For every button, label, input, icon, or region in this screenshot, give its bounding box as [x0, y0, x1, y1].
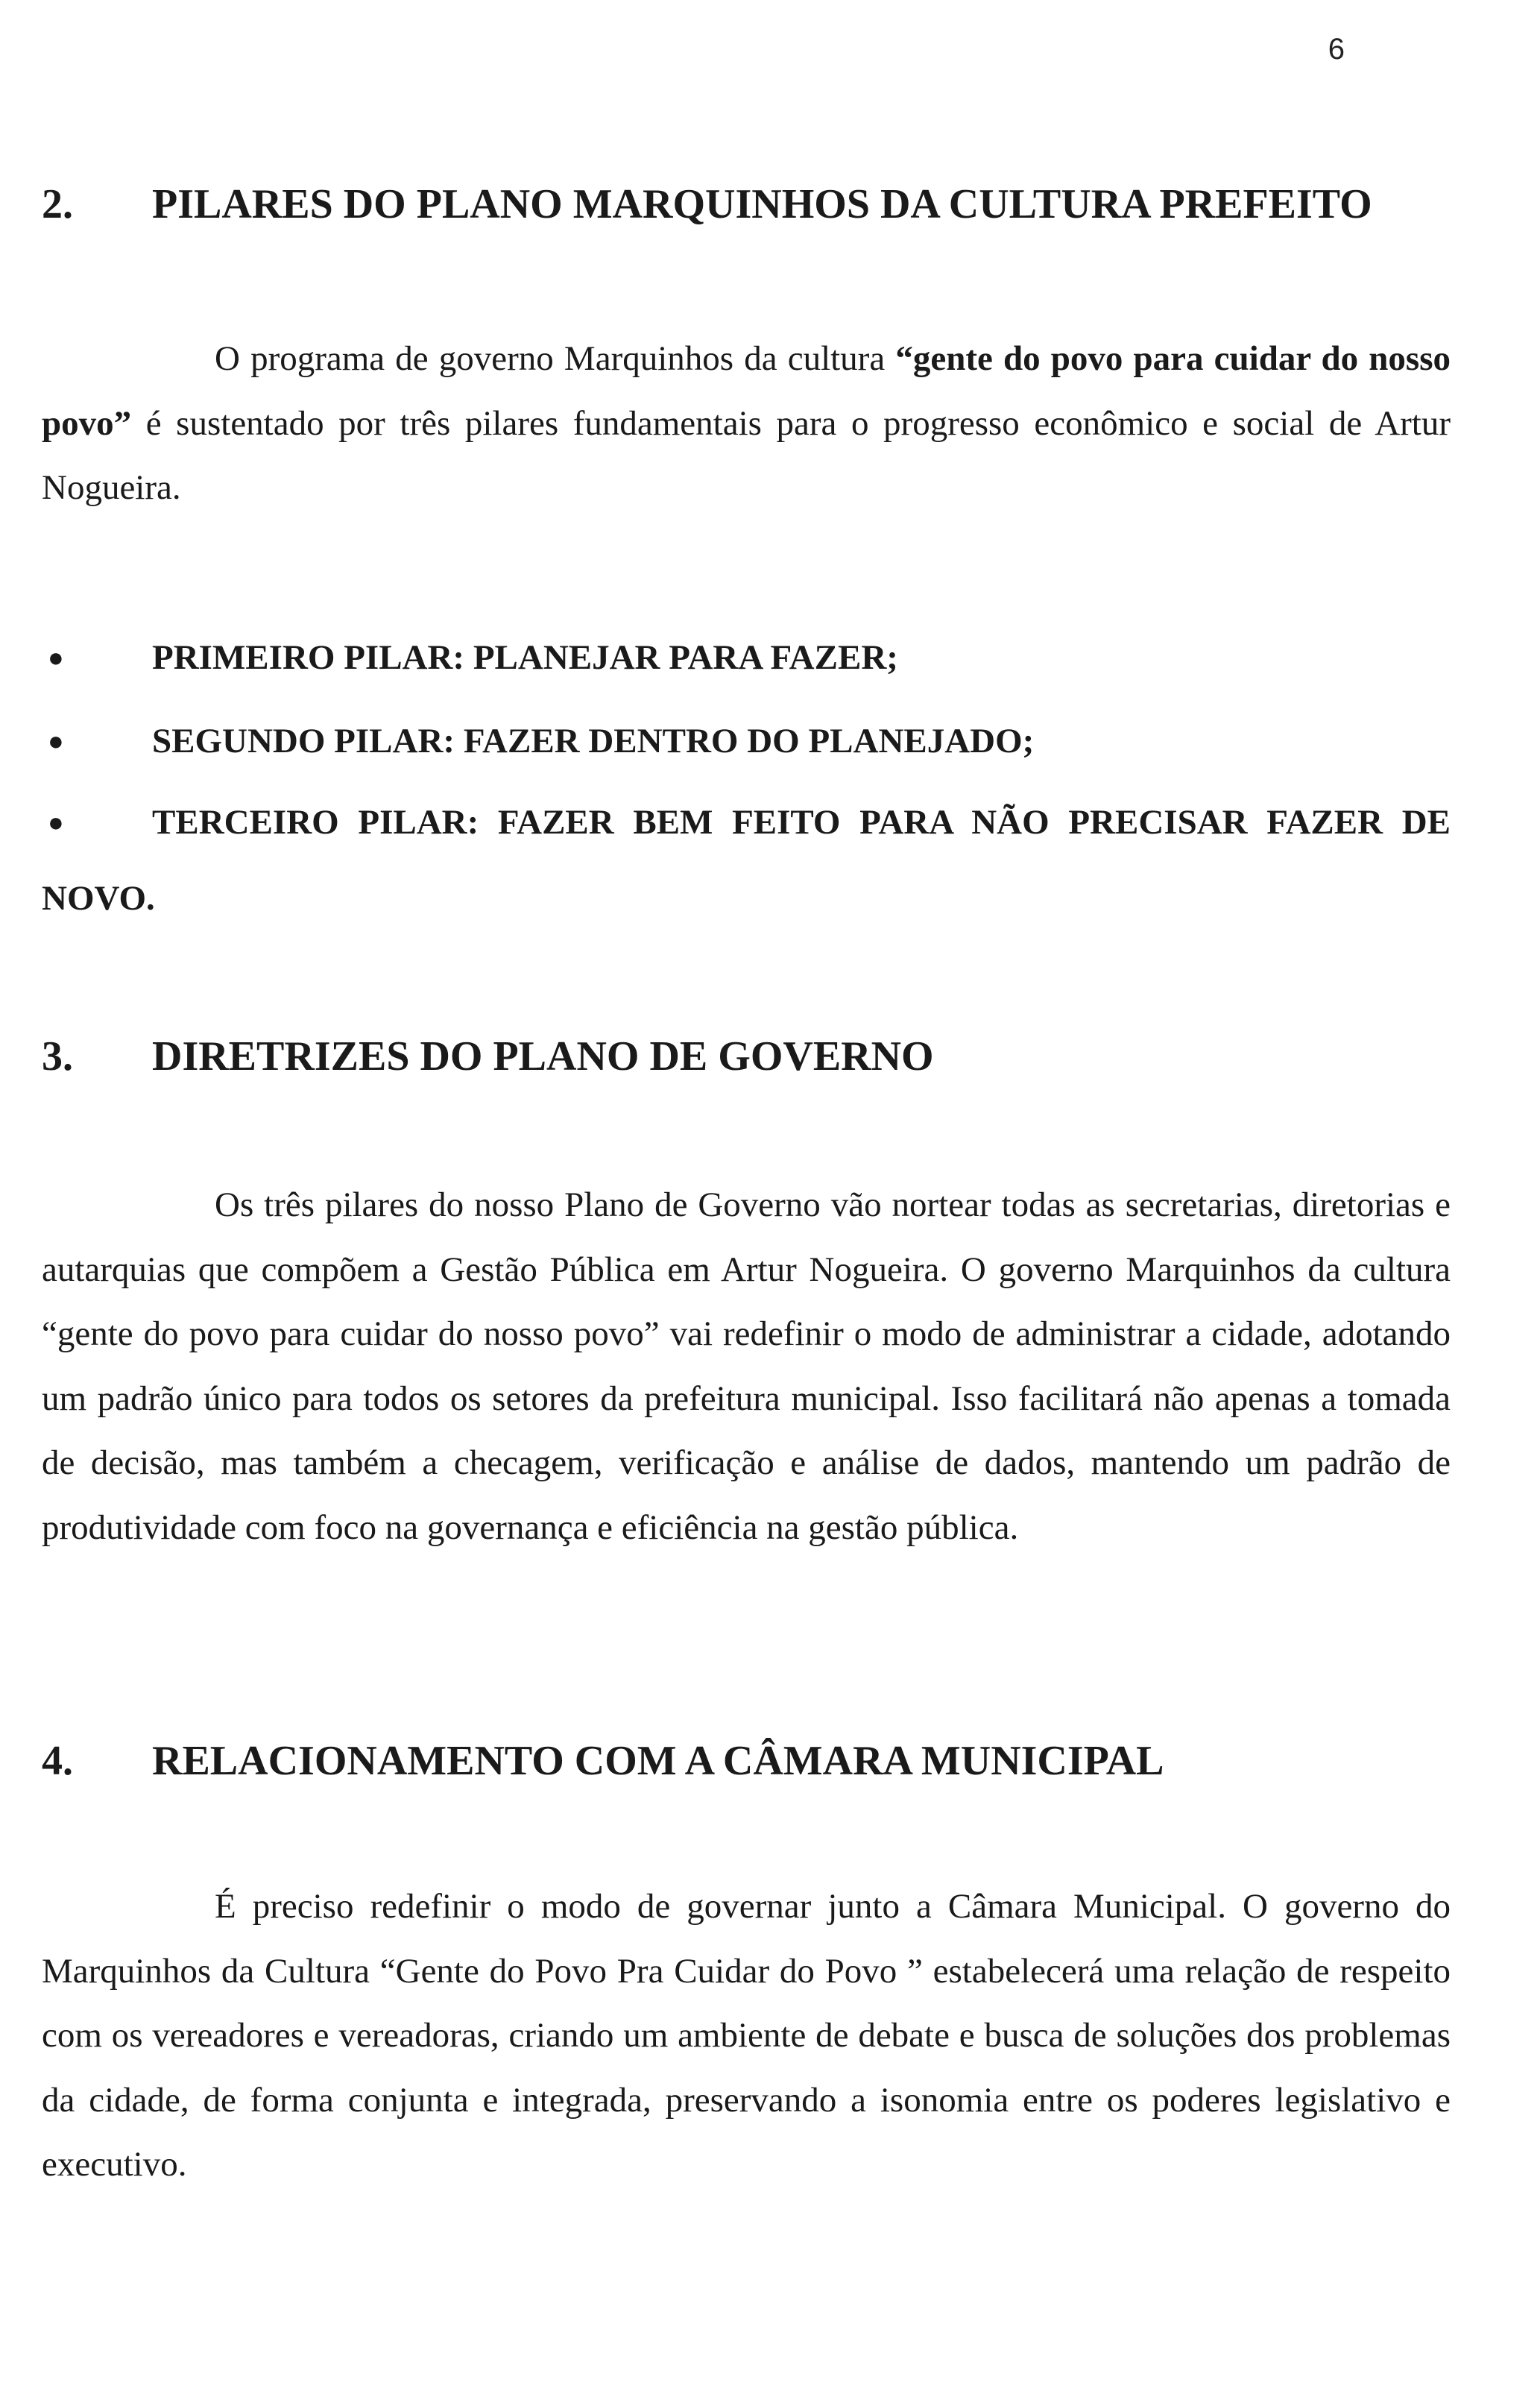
section-3-title: DIRETRIZES DO PLANO DE GOVERNO [152, 1033, 934, 1080]
section-2-text-b: é sustentado por três pilares fundamentais para o progresso econômico e social de Artur Nogueira. [42, 403, 1451, 507]
bullet-dot-icon: ● [48, 643, 64, 672]
page-number: 6 [1328, 33, 1345, 66]
bullet-text-2: SEGUNDO PILAR: FAZER DENTRO DO PLANEJADO; [152, 722, 1035, 760]
section-2-paragraph [42, 327, 1451, 520]
section-2-text-bold: “gente do povo para cuidar do nosso povo” [42, 339, 1451, 443]
section-2-number: 2. [42, 181, 73, 227]
bullet-item-1 [42, 617, 1451, 699]
bullet-text-1: PRIMEIRO PILAR: PLANEJAR PARA FAZER; [152, 638, 898, 677]
bullet-dot-icon: ● [48, 726, 64, 756]
bullet-item-3 [42, 784, 1451, 936]
bullet-dot-icon: ● [48, 807, 64, 837]
section-3-number: 3. [42, 1033, 73, 1080]
section-4-text: É preciso redefinir o modo de governar junto a Câmara Municipal. O governo do Marquinhos da Cultura “Gente do Povo Pra Cuidar do Povo ” estabelecerá uma relação de respeito com os vereadores e vereadoras, criando um ambiente de debate e busca de soluções dos problemas da cidade, de forma conjunta e integrada, preservando a isonomia entre os poderes legislativo e executivo. [42, 1887, 1451, 2184]
section-3-paragraph [42, 1173, 1451, 1560]
section-4-title: RELACIONAMENTO COM A CÂMARA MUNICIPAL [152, 1738, 1164, 1784]
section-4-number: 4. [42, 1738, 73, 1784]
section-4-paragraph [42, 1874, 1451, 2197]
section-3-text: Os três pilares do nosso Plano de Governo vão nortear todas as secretarias, diretorias e autarquias que compõem a Gestão Pública em Artur Nogueira. O governo Marquinhos da cultura “gente do povo para cuidar do nosso povo” vai redefinir o modo de administrar a cidade, adotando um padrão único para todos os setores da prefeitura municipal. Isso facilitará não apenas a tomada de decisão, mas também a checagem, verificação e análise de dados, mantendo um padrão de produtividade com foco na governança e eficiência na gestão pública. [42, 1185, 1451, 1547]
bullet-text-3: TERCEIRO PILAR: FAZER BEM FEITO PARA NÃO PRECISAR FAZER DE NOVO. [42, 803, 1451, 918]
bullet-item-2 [42, 700, 1451, 782]
section-2-title: PILARES DO PLANO MARQUINHOS DA CULTURA PREFEITO [152, 181, 1372, 227]
section-2-text-a: O programa de governo Marquinhos da cultura [215, 339, 896, 378]
